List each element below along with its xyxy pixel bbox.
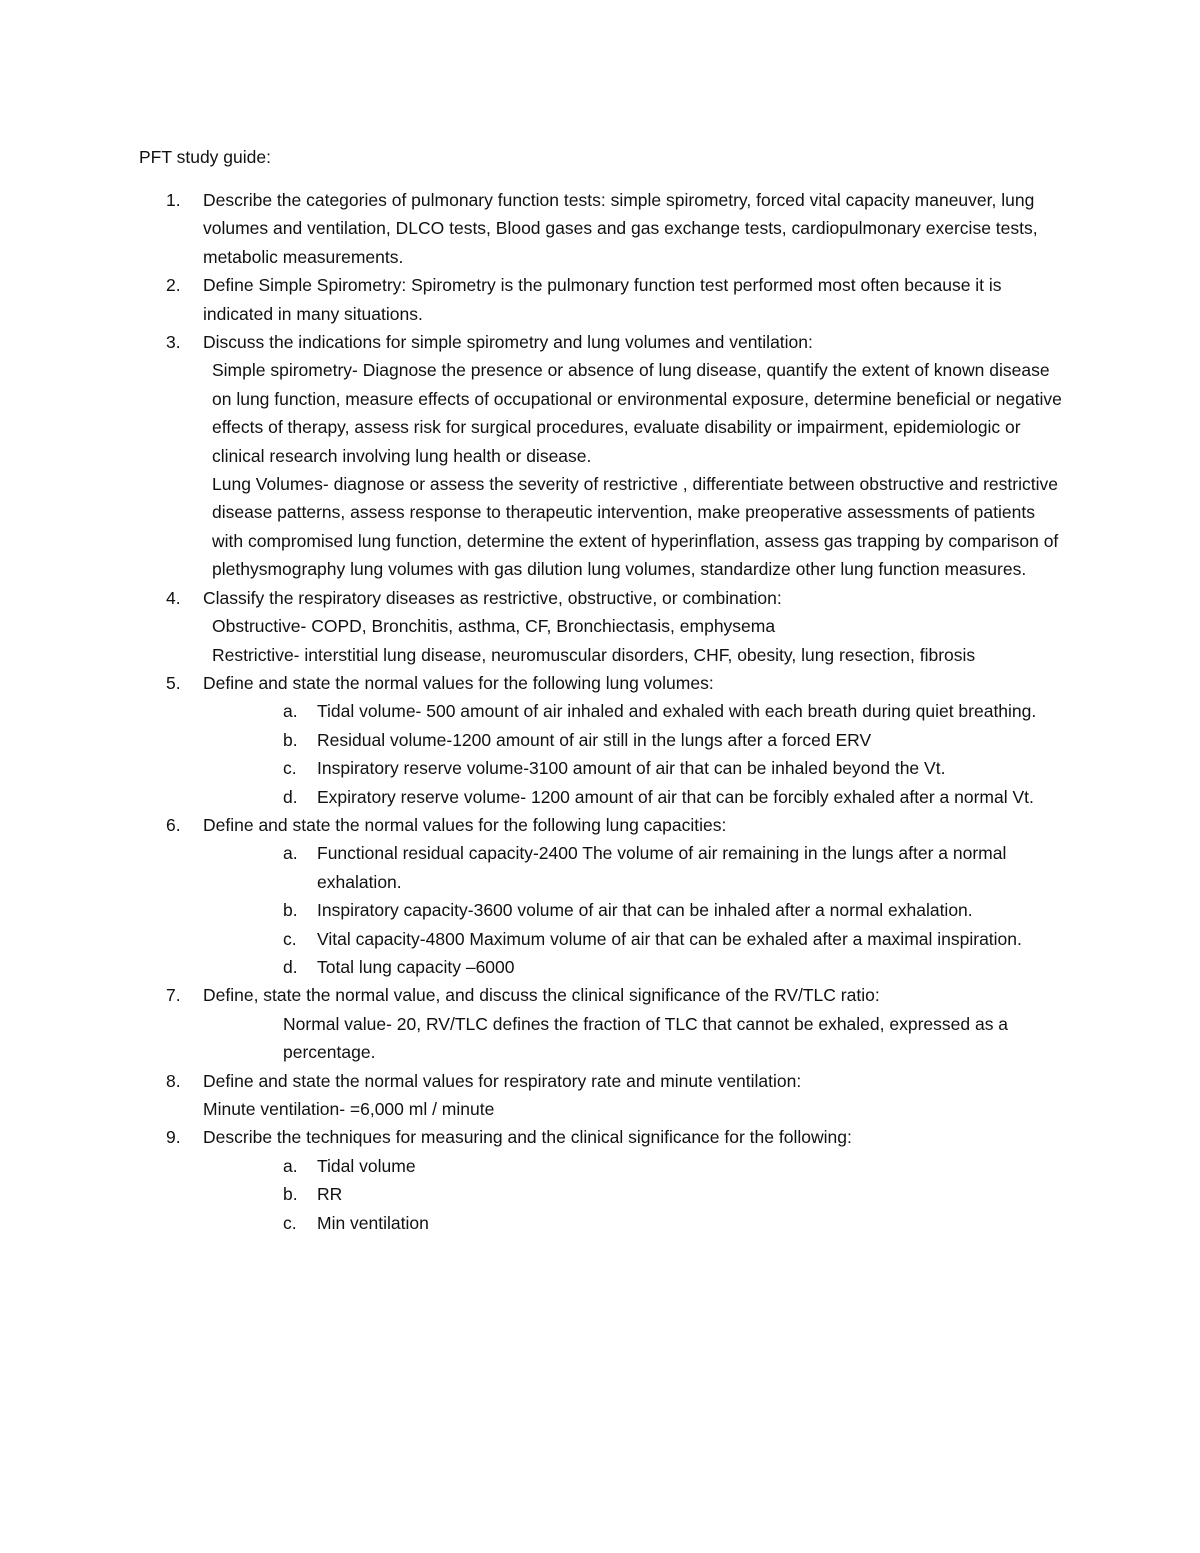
- list-item-8: [0, 1067, 1063, 1095]
- item-text: Define and state the normal values for respiratory rate and minute ventilation:: [203, 1070, 802, 1091]
- sub-item: [0, 1209, 1052, 1237]
- sub-item: [0, 839, 1052, 896]
- item-text: Define Simple Spirometry: Spirometry is the pulmonary function test performed most often because it is indicated in many situations.: [203, 275, 1002, 324]
- item-text: Classify the respiratory diseases as restrictive, obstructive, or combination:: [203, 587, 782, 608]
- item-number: 5.: [166, 672, 181, 693]
- item-number: 2.: [166, 275, 181, 296]
- item-text: Define, state the normal value, and discuss the clinical significance of the RV/TLC ratio:: [203, 985, 880, 1006]
- sub-item-letter: b.: [283, 900, 298, 921]
- paragraph-simple-spirometry: Simple spirometry- Diagnose the presence or absence of lung disease, quantify the extent of known disease on lung function, measure effects of occupational or environmental exposure, determine beneficial or negative effects of therapy, assess risk for surgical procedures, evaluate disability or impairment, epidemiologic or clinical research involving lung health or disease.: [212, 360, 1062, 466]
- list-item-7: [0, 981, 1063, 1009]
- paragraph-obstructive: Obstructive- COPD, Bronchitis, asthma, CF, Bronchiectasis, emphysema: [212, 616, 776, 637]
- list-item-5: [0, 669, 1063, 697]
- item-text: Describe the categories of pulmonary function tests: simple spirometry, forced vital capacity maneuver, lung volumes and ventilation, DLCO tests, Blood gases and gas exchange tests, cardiopulmonary exercise tests, metabolic measurements.: [203, 190, 1038, 267]
- list-item-1: [0, 186, 1063, 271]
- sub-item-text: Expiratory reserve volume- 1200 amount of air that can be forcibly exhaled after a normal Vt.: [317, 786, 1034, 807]
- paragraph-restrictive: Restrictive- interstitial lung disease, neuromuscular disorders, CHF, obesity, lung resection, fibrosis: [212, 644, 976, 665]
- item-number: 7.: [166, 985, 181, 1006]
- paragraph-rv-tlc-normal-value: Normal value- 20, RV/TLC defines the fraction of TLC that cannot be exhaled, expressed as a percentage.: [283, 1013, 1009, 1063]
- list-item-6: [0, 811, 1063, 839]
- item-number: 1.: [166, 190, 181, 210]
- item-number: 4.: [166, 587, 181, 608]
- sub-item-text: RR: [317, 1184, 343, 1205]
- sub-item-letter: c.: [283, 928, 297, 949]
- sub-item-letter: b.: [283, 729, 298, 750]
- paragraph-lung-volumes: Lung Volumes- diagnose or assess the severity of restrictive , differentiate between obstructive and restrictive disease patterns, assess response to therapeutic intervention, make preoperative assessments of patients with compromised lung function, determine the extent of hyperinflation, assess gas trapping by comparison of plethysmography lung volumes with gas dilution lung volumes, standardize other lung function measures.: [212, 474, 1059, 580]
- sub-item-text: Functional residual capacity-2400 The volume of air remaining in the lungs after a normal exhalation.: [317, 843, 1007, 892]
- item-number: 9.: [166, 1127, 181, 1148]
- question-list: [0, 186, 1200, 1237]
- paragraph-minute-ventilation: Minute ventilation- =6,000 ml / minute: [203, 1099, 495, 1119]
- sub-item: [0, 783, 1052, 811]
- sub-item-letter: d.: [283, 786, 298, 807]
- list-item-2: [0, 271, 1063, 328]
- list-item-4: [0, 584, 1063, 612]
- sub-item: [0, 1152, 1052, 1180]
- sub-item: [0, 896, 1052, 924]
- sub-item-text: Inspiratory reserve volume-3100 amount of air that can be inhaled beyond the Vt.: [317, 758, 946, 779]
- sub-item: [0, 697, 1052, 725]
- item-number: 8.: [166, 1070, 181, 1091]
- sub-item: [0, 953, 1052, 981]
- sub-item-letter: c.: [283, 758, 297, 779]
- sub-item-letter: a.: [283, 843, 298, 864]
- item-number: 3.: [166, 332, 181, 353]
- sub-item: [0, 754, 1052, 782]
- document-title: PFT study guide:: [139, 147, 271, 167]
- item-text: Discuss the indications for simple spirometry and lung volumes and ventilation:: [203, 332, 813, 353]
- sub-item-text: Total lung capacity –6000: [317, 956, 515, 977]
- sub-item: [0, 1180, 1052, 1208]
- sub-item-text: Min ventilation: [317, 1212, 429, 1233]
- sub-item-text: Tidal volume: [317, 1155, 416, 1176]
- sub-item-text: Vital capacity-4800 Maximum volume of air that can be exhaled after a maximal inspiration.: [317, 928, 1022, 949]
- list-item-9: [0, 1123, 1063, 1151]
- sub-item-letter: a.: [283, 701, 298, 722]
- item-text: Describe the techniques for measuring and the clinical significance for the following:: [203, 1127, 852, 1148]
- sub-item: [0, 726, 1052, 754]
- sub-item-letter: c.: [283, 1212, 297, 1233]
- item-text: Define and state the normal values for the following lung capacities:: [203, 814, 727, 835]
- sub-item: [0, 925, 1052, 953]
- item-text: Define and state the normal values for the following lung volumes:: [203, 672, 714, 693]
- item-number: 6.: [166, 814, 181, 835]
- sub-item-text: Residual volume-1200 amount of air still in the lungs after a forced ERV: [317, 729, 872, 750]
- sub-item-text: Tidal volume- 500 amount of air inhaled and exhaled with each breath during quiet breathing.: [317, 701, 1037, 722]
- sub-item-letter: b.: [283, 1184, 298, 1205]
- sub-item-text: Inspiratory capacity-3600 volume of air that can be inhaled after a normal exhalation.: [317, 900, 973, 921]
- sub-item-letter: d.: [283, 956, 298, 977]
- list-item-3: [0, 328, 1063, 356]
- sub-item-letter: a.: [283, 1155, 298, 1176]
